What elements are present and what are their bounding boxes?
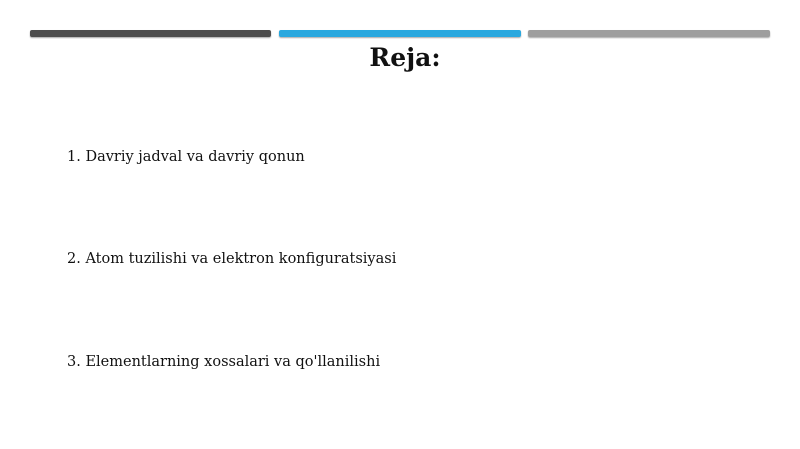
header-bar-dark: [30, 30, 271, 37]
list-item: 2. Atom tuzilishi va elektron konfiguratsiyasi: [67, 251, 397, 267]
header-bar-gray: [528, 30, 770, 37]
list-item: 1. Davriy jadval va davriy qonun: [67, 149, 305, 165]
slide-title: Reja:: [369, 43, 441, 72]
list-item: 3. Elementlarning xossalari va qo'llanilishi: [67, 354, 381, 370]
header-bar-blue: [279, 30, 521, 37]
